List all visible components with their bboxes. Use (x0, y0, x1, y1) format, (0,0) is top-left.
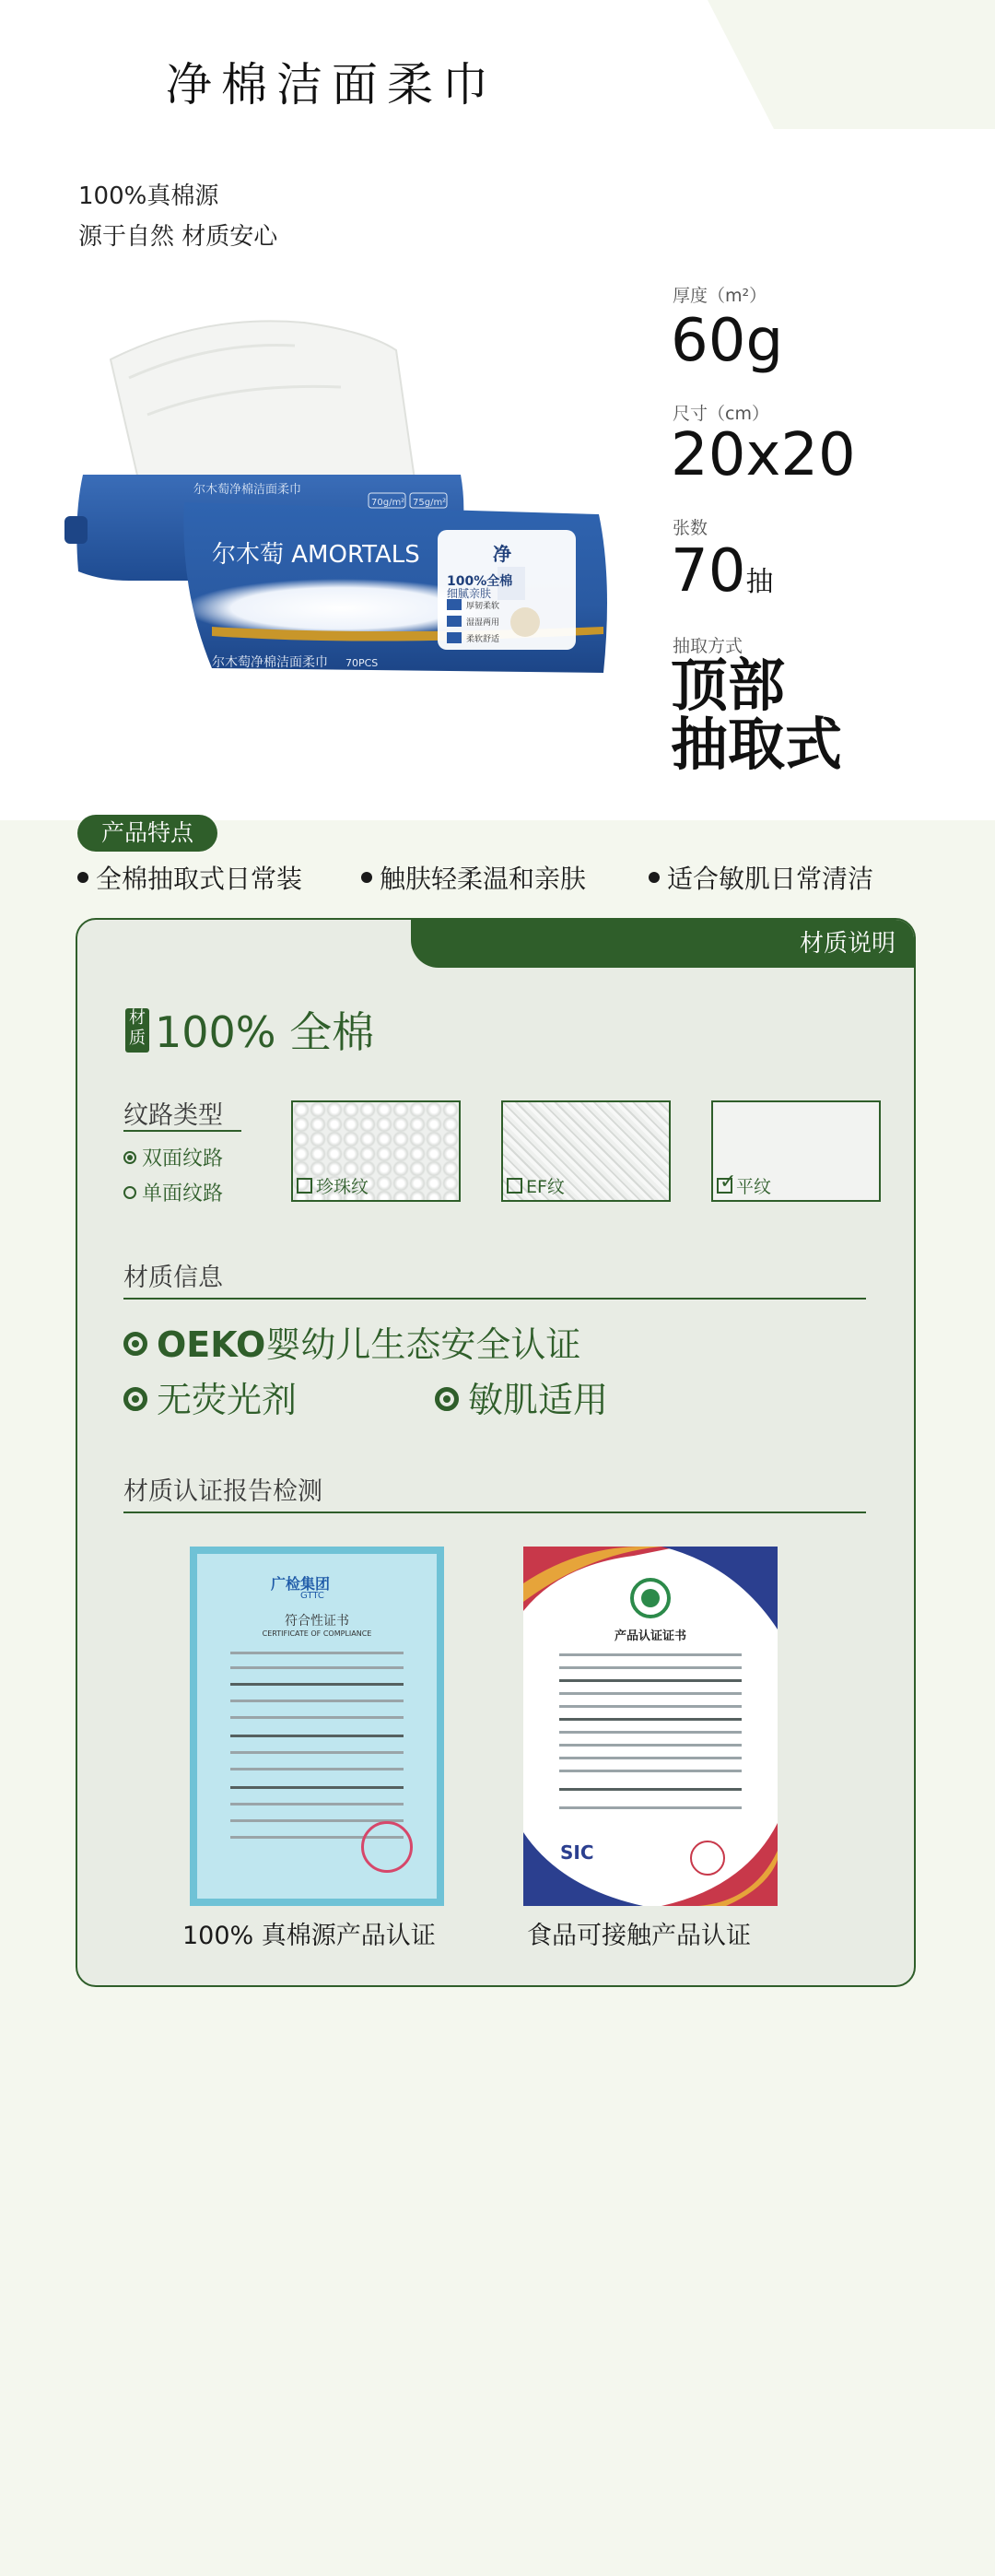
label-row-3: 柔软舒适 (466, 635, 500, 644)
radio-selected-icon (123, 1151, 136, 1164)
swatch-label: EF纹 (526, 1177, 565, 1197)
radio-label: 双面纹路 (142, 1147, 224, 1170)
swatch-pearl[interactable] (291, 1100, 461, 1202)
cert-a-org: 广检集团 (271, 1575, 331, 1593)
count-value: 70 (671, 537, 746, 606)
material-tab: 材质说明 (411, 920, 914, 968)
page-title: 净棉洁面柔巾 (166, 58, 498, 112)
cert-a-title: 符合性证书 (285, 1614, 349, 1629)
radio-label: 单面纹路 (142, 1182, 224, 1206)
swatch-label: 平纹 (736, 1177, 772, 1197)
cert-a-title-en: CERTIFICATE OF COMPLIANCE (262, 1629, 372, 1638)
bag-count: 70PCS (345, 657, 379, 669)
count-label: 张数 (673, 518, 708, 538)
label-char: 净 (493, 543, 511, 565)
bag-brand: 尔木萄 AMORTALS (212, 541, 420, 569)
cert-oeko (123, 1316, 580, 1367)
feature-item-2 (361, 859, 586, 896)
features-title: 产品特点 (77, 815, 217, 852)
label-row-2: 湿湿两用 (466, 618, 500, 628)
cert-oeko-text: 婴幼儿生态安全认证 (265, 1324, 581, 1365)
feature-text: 触肤轻柔温和亲肤 (380, 864, 587, 894)
radio-single[interactable] (123, 1178, 223, 1206)
dot-icon (123, 1387, 147, 1411)
tissue-pack-illustration (64, 304, 617, 737)
bullet-icon (361, 872, 372, 883)
label-row-1: 厚韧柔软 (466, 602, 500, 611)
label-sub: 细腻亲肤 (447, 587, 492, 600)
bullet-icon (649, 872, 660, 883)
cert-b-caption: 食品可接触产品认证 (527, 1922, 751, 1950)
method-label: 抽取方式 (673, 636, 743, 656)
cert-sensitive (435, 1371, 608, 1422)
feature-text: 全棉抽取式日常装 (96, 864, 303, 894)
checkbox-icon (297, 1178, 312, 1194)
radio-double[interactable] (123, 1143, 223, 1171)
feature-text: 适合敏肌日常清洁 (667, 864, 874, 894)
cert-text: 无荧光剂 (157, 1380, 298, 1420)
cert-oeko-bold: OEKO (157, 1324, 266, 1365)
checkbox-checked-icon (717, 1178, 732, 1194)
certificate-sic-image (523, 1547, 778, 1906)
feature-item-3 (649, 859, 873, 896)
cert-a-org-en: GTTC (300, 1591, 324, 1601)
method-value-1: 顶部 (671, 652, 786, 719)
size-value: 20x20 (671, 421, 856, 489)
cert-a-caption: 100% 真棉源产品认证 (182, 1922, 436, 1950)
swatch-label: 珍珠纹 (316, 1177, 369, 1197)
method-value-2: 抽取式 (671, 711, 843, 778)
thickness-label: 厚度（m²） (673, 286, 767, 306)
bullet-icon (77, 872, 88, 883)
intro-line-2: 源于自然 材质安心 (78, 223, 278, 251)
feature-item-1 (77, 859, 302, 896)
label-main: 100%全棉 (447, 574, 513, 589)
texture-label: 纹路类型 (123, 1101, 223, 1130)
count-value-row (671, 537, 774, 606)
red-seal-icon (361, 1821, 413, 1873)
checkbox-icon (507, 1178, 522, 1194)
product-image (64, 304, 617, 737)
material-badge: 材质 (125, 1008, 149, 1053)
material-card (76, 918, 916, 1987)
cert-text: 敏肌适用 (468, 1380, 609, 1420)
texture-underline (123, 1130, 241, 1132)
cert-no-fluorescent (123, 1371, 297, 1422)
swatch-ef[interactable] (501, 1100, 671, 1202)
report-label: 材质认证报告检测 (123, 1477, 322, 1506)
certificate-gttc-image (190, 1547, 444, 1906)
cert-b-logo: SIC (560, 1841, 594, 1864)
thickness-value: 60g (671, 307, 784, 375)
count-unit: 抽 (745, 566, 774, 598)
dot-icon (435, 1387, 459, 1411)
back-bag-title: 尔木萄净棉洁面柔巾 (193, 483, 302, 497)
intro-line-1: 100%真棉源 (78, 182, 219, 210)
report-underline (123, 1511, 866, 1513)
bag-caption: 尔木萄净棉洁面柔巾 (212, 655, 328, 670)
dot-icon (123, 1332, 147, 1356)
info-underline (123, 1298, 866, 1300)
cert-b-title: 产品认证证书 (614, 1629, 686, 1643)
material-title: 100% 全棉 (155, 1007, 375, 1057)
radio-empty-icon (123, 1186, 136, 1199)
info-label: 材质信息 (123, 1264, 223, 1292)
bag-spec-1: 70g/m² (371, 498, 405, 508)
swatch-flat[interactable] (711, 1100, 881, 1202)
bag-spec-2: 75g/m² (413, 498, 447, 508)
size-label: 尺寸（cm） (673, 404, 769, 424)
